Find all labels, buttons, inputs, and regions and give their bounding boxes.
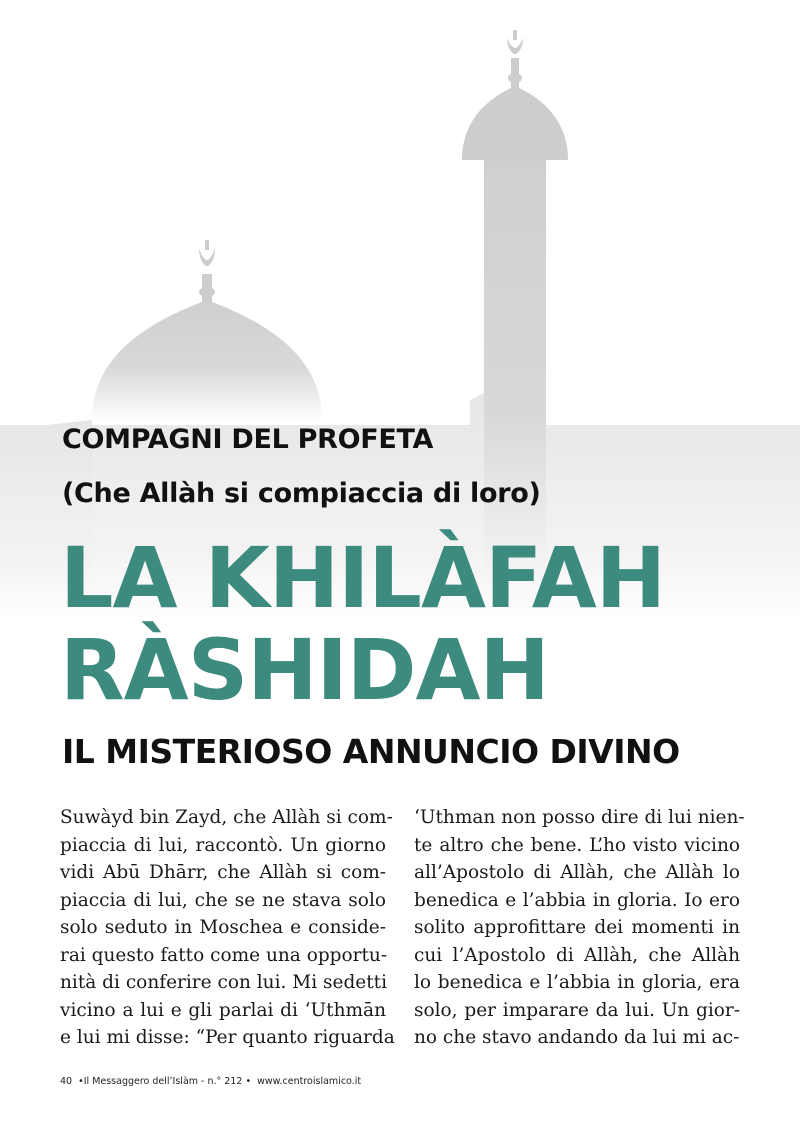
body-line: nità di conferire con lui. Mi sedetti [60, 972, 388, 993]
page-footer [60, 1076, 364, 1087]
body-column-right [414, 804, 745, 1052]
article-subtitle: IL MISTERIOSO ANNUNCIO DIVINO [62, 732, 680, 771]
body-line: ‘Uthman non posso dire di lui nien- [414, 807, 745, 828]
body-line: Suwàyd bin Zayd, che Allàh si com- [60, 807, 393, 828]
body-line: no che stavo andando da lui mi ac- [414, 1027, 740, 1048]
body-line: benedica e l’abbia in gloria. Io ero [414, 889, 740, 911]
body-line: piaccia di lui, raccontò. Un giorno [60, 834, 386, 856]
body-line: lo benedica e l’abbia in gloria, era [414, 972, 740, 993]
body-line: piaccia di lui, che se ne stava solo [60, 889, 386, 911]
body-line: rai questo fatto come una opportu- [60, 944, 388, 966]
article-title-line-1: LA KHILÀFAH [60, 529, 666, 627]
publication-name: •Il Messaggero dell’Islàm - n.° 212 • [78, 1076, 252, 1087]
body-line: te altro che bene. L’ho visto vicino [414, 834, 740, 856]
page-number: 40 [60, 1076, 73, 1087]
article-title [60, 529, 666, 719]
body-line: cui l’Apostolo di Allàh, che Allàh [414, 944, 740, 966]
body-line: vicino a lui e gli parlai di ‘Uthmān [60, 999, 386, 1021]
body-line: solo seduto in Moschea e conside- [60, 917, 386, 938]
body-line: e lui mi disse: “Per quanto riguarda [60, 1027, 395, 1048]
body-line: solito approfittare dei momenti in [414, 917, 740, 938]
body-line: all’Apostolo di Allàh, che Allàh lo [414, 862, 740, 883]
website-link[interactable]: www.centroislamico.it [257, 1076, 362, 1087]
body-column-left [60, 804, 395, 1052]
body-line: vidi Abū Dhārr, che Allàh si com- [60, 862, 386, 883]
section-kicker: COMPAGNI DEL PROFETA [62, 424, 434, 455]
article-title-line-2: RÀSHIDAH [60, 621, 549, 719]
section-kicker-subtitle: (Che Allàh si compiaccia di loro) [62, 478, 541, 509]
body-line: solo, per imparare da lui. Un gior- [414, 999, 740, 1021]
